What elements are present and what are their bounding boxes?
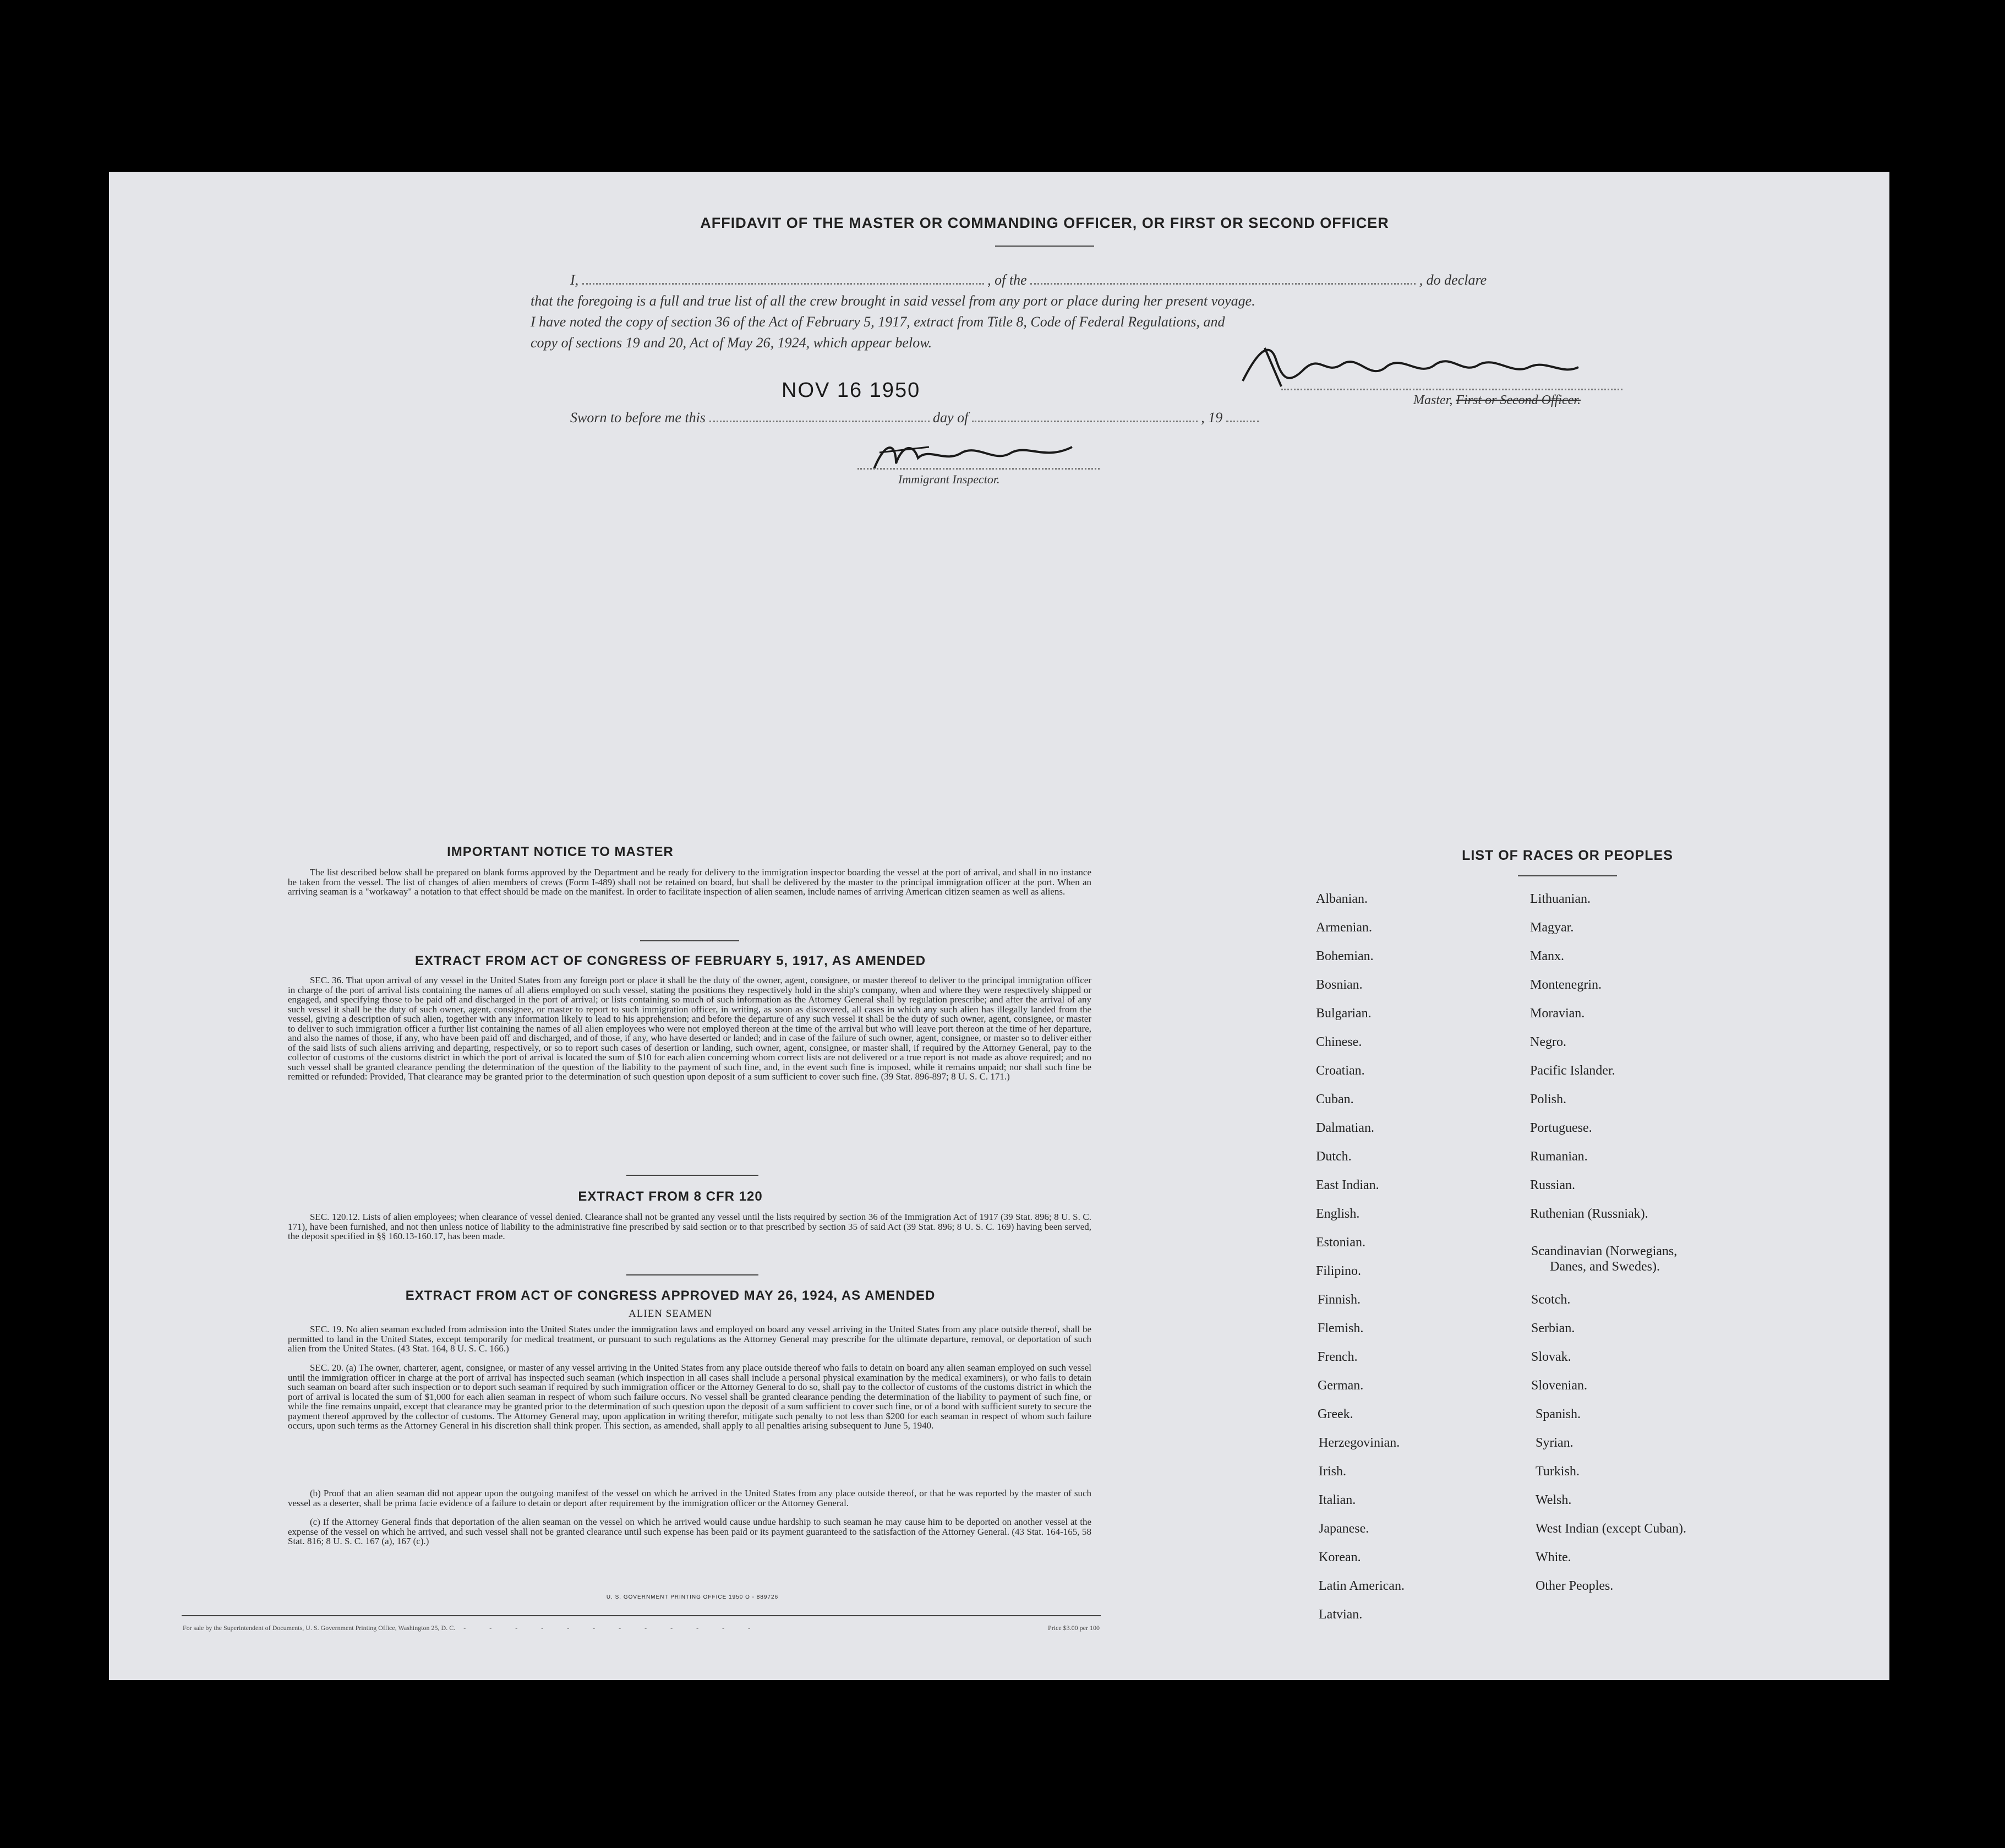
sworn-prefix: Sworn to before me this xyxy=(570,410,706,426)
form-sheet xyxy=(109,172,1889,1680)
race-item: Slovenian. xyxy=(1531,1378,1587,1393)
race-item: Estonian. xyxy=(1316,1235,1365,1250)
binder-hole xyxy=(1920,600,1945,625)
binder-hole xyxy=(1920,215,1945,240)
race-item: Magyar. xyxy=(1530,920,1574,935)
binder-hole xyxy=(1920,1496,1945,1522)
race-item: Latin American. xyxy=(1319,1579,1405,1593)
race-item: Lithuanian. xyxy=(1530,892,1591,906)
extract-1924-sec20c: (c) If the Attorney General finds that deportation of the alien seaman on the vessel on which he arrived would cause undue hardship to such seaman he may cause him to be deported on another vessel at the expense of the vessel on which he arrived, and such vessel shall not be granted clearance until such expense has been paid or its payment guaranteed to the satisfaction of the Attorney General. (43 Stat. 164-165, 58 Stat. 816; 8 U. S. C. 167 (a), 167 (c).) xyxy=(288,1517,1091,1546)
race-item: Herzegovinian. xyxy=(1319,1436,1400,1450)
race-item: Korean. xyxy=(1319,1550,1361,1564)
race-item: Other Peoples. xyxy=(1536,1579,1614,1593)
sworn-year-prefix: , 19 xyxy=(1201,410,1223,426)
race-item: Finnish. xyxy=(1318,1293,1361,1307)
race-item: Montenegrin. xyxy=(1530,978,1602,992)
binder-hole xyxy=(1920,1165,1945,1190)
divider xyxy=(626,1274,758,1275)
declarant-prefix: I, xyxy=(570,272,579,288)
extract-1924-title: EXTRACT FROM ACT OF CONGRESS APPROVED MAY 26, 1924, AS AMENDED xyxy=(405,1288,936,1303)
race-item: Spanish. xyxy=(1536,1407,1581,1421)
race-item: Serbian. xyxy=(1531,1321,1575,1335)
declaration-line-2: that the foregoing is a full and true list of all the crew brought in said vessel from any port or place during her present voyage. xyxy=(531,293,1255,309)
footer-dashes: - - - - - - - - - - - - xyxy=(463,1624,762,1632)
struck-officer-text: First or Second Officer. xyxy=(1456,393,1581,407)
race-item: Danes, and Swedes). xyxy=(1550,1260,1660,1274)
extract-cfr-text: SEC. 120.12. Lists of alien employees; when clearance of vessel denied. Clearance shall not be granted any vessel until the lists required by section 36 of the Immigration Act of 1917 (39 Stat. 896; 8 U. S. C. 171), have been furnished, and not then unless notice of liability to the administrative fine prescribed by said section or to that prescribed by section 35 of said Act (39 Stat. 896; 8 U. S. C. 169) having been served, the deposit specified in §§ 160.13-160.17, has been made. xyxy=(288,1212,1091,1241)
binder-hole xyxy=(1920,689,1945,715)
extract-1924-sec19: SEC. 19. No alien seaman excluded from admission into the United States under the immigration laws and employed on board any vessel arriving in the United States from any place outside thereof, shall be permitted to land in the United States, except temporarily for medical treatment, or pursuant to such regulations as the Attorney General may prescribe for the ultimate departure, removal, or deportation of such alien from the United States. (43 Stat. 164, 8 U. S. C. 166.) xyxy=(288,1324,1091,1354)
race-item: Albanian. xyxy=(1316,892,1368,906)
race-item: Polish. xyxy=(1530,1092,1567,1106)
master-label-text: Master, xyxy=(1413,393,1453,407)
master-signature xyxy=(1237,337,1633,392)
binder-hole xyxy=(1920,1250,1945,1275)
declare-text: , do declare xyxy=(1419,272,1487,288)
race-item: Portuguese. xyxy=(1530,1121,1592,1135)
race-item: English. xyxy=(1316,1207,1360,1221)
declarant-of-text: , of the xyxy=(987,272,1027,288)
divider xyxy=(995,246,1094,247)
inspector-signature-line xyxy=(857,468,1100,470)
race-item: Flemish. xyxy=(1318,1321,1364,1335)
race-item: Slovak. xyxy=(1531,1350,1571,1364)
race-item: French. xyxy=(1318,1350,1358,1364)
declarant-name-field[interactable] xyxy=(582,283,984,285)
binder-hole xyxy=(1920,264,1945,290)
race-item: Bulgarian. xyxy=(1316,1006,1372,1021)
race-item: Ruthenian (Russniak). xyxy=(1530,1207,1648,1221)
race-item: Irish. xyxy=(1319,1464,1346,1479)
sworn-day-field[interactable] xyxy=(709,421,930,422)
divider xyxy=(626,1175,758,1176)
race-item: White. xyxy=(1536,1550,1571,1564)
race-item: Turkish. xyxy=(1536,1464,1580,1479)
extract-1924-sec20a: SEC. 20. (a) The owner, charterer, agent, consignee, or master of any vessel arriving in the United States from any place outside thereof who fails to detain on board any alien seaman employed on such vessel until the immigration officer in charge at the port of arrival has inspected such seaman (which inspection in all cases shall include a personal physical examination by the medical examiners), or who fails to detain such seaman on board after such inspection or to deport such seaman if required by such immigration officer or the Attorney General to do so, shall pay to the collector of customs of the customs district in which the port of arrival is located the sum of $1,000 for each alien seaman in respect of whom such failure occurs. No vessel shall be granted clearance pending the determination of the liability to payment of such fine, or while the fine remains unpaid, except that clearance may be granted prior to the determination of such question upon the deposit of a sum sufficient to cover such fine, or of a bond with sufficient surety to secure the payment thereof approved by the collector of customs. The Attorney General may, upon application in writing therefor, mitigate such penalty to not less than $200 for each seaman in respect of whom such failure occurs, upon such terms as the Attorney General in his discretion shall think proper. This section, as amended, shall apply to all penalties arising subsequent to June 5, 1940. xyxy=(288,1362,1091,1431)
extract-cfr-title: EXTRACT FROM 8 CFR 120 xyxy=(578,1189,763,1204)
race-item: Manx. xyxy=(1530,949,1564,963)
race-item: Negro. xyxy=(1530,1035,1566,1049)
race-item: Latvian. xyxy=(1319,1607,1363,1622)
race-item: Chinese. xyxy=(1316,1035,1362,1049)
extract-1917-text: SEC. 36. That upon arrival of any vessel in the United States from any foreign port or place it shall be the duty of the owner, agent, consignee, or master thereof to deliver to the principal immigration officer in charge of the port of arrival lists containing the names of all aliens employed on such vessel, stating the positions they respectively hold in the ship's company, when and where they were respectively shipped or engaged, and specifying those to be paid off and discharged in the port of arrival; or lists containing so much of such information as the Attorney General shall by regulation prescribe; and after the arrival of any such vessel it shall be the duty of such owner, agent, consignee, or master to report to such immigration officer, in writing, as soon as discovered, all cases in which any such alien has illegally landed from the vessel, giving a description of such alien, together with any information likely to lead to his apprehension; and before the departure of any such vessel it shall be the duty of such owner, agent, consignee, or master to deliver to such immigration officer a further list containing the names of all alien employees who were not employed thereon at the time of the arrival but who will leave port thereon at the time of her departure, and also the names of those, if any, who have been paid off and discharged, and of those, if any, who have deserted or landed; and in case of the failure of such owner, agent, consignee, or master so to deliver either of the said lists of such aliens arriving and departing, respectively, or so to report such cases of desertion or landing, such owner, agent, consignee, or master shall, if required by the Attorney General, pay to the collector of customs of the customs district in which the port of arrival is located the sum of $10 for each alien concerning whom correct lists are not delivered or a true report is not made as above required; and no such vessel shall be granted clearance pending the determination of the question of the liability to the payment of such fine, and, in the event such fine is imposed, while it remains unpaid; nor shall such fine be remitted or refunded: Provided, That clearance may be granted prior to the determination of such question upon deposit of a sum sufficient to cover such fine. (39 Stat. 896-897; 8 U. S. C. 171.) xyxy=(288,975,1091,1082)
sworn-year-field[interactable] xyxy=(1226,421,1259,422)
footer-rule xyxy=(182,1615,1101,1616)
binder-hole xyxy=(1920,299,1945,325)
race-item: Welsh. xyxy=(1536,1493,1572,1507)
master-label xyxy=(1413,393,1581,408)
notice-title: IMPORTANT NOTICE TO MASTER xyxy=(447,844,674,859)
race-item: Armenian. xyxy=(1316,920,1372,935)
race-item: Dalmatian. xyxy=(1316,1121,1374,1135)
binder-hole xyxy=(1920,1581,1945,1606)
alien-seamen-subtitle: ALIEN SEAMEN xyxy=(629,1308,712,1320)
inspector-label: Immigrant Inspector. xyxy=(898,472,1000,486)
race-item: Filipino. xyxy=(1316,1264,1362,1278)
race-item: Dutch. xyxy=(1316,1149,1352,1164)
race-item: Moravian. xyxy=(1530,1006,1585,1021)
race-item: Bosnian. xyxy=(1316,978,1363,992)
extract-1917-title: EXTRACT FROM ACT OF CONGRESS OF FEBRUARY 5, 1917, AS AMENDED xyxy=(414,953,926,968)
race-item: Rumanian. xyxy=(1530,1149,1588,1164)
race-item: Bohemian. xyxy=(1316,949,1374,963)
date-stamp: NOV 16 1950 xyxy=(782,379,921,402)
race-item: West Indian (except Cuban). xyxy=(1536,1522,1686,1536)
declaration-line-4: copy of sections 19 and 20, Act of May 26, 1924, which appear below. xyxy=(531,335,932,351)
race-item: Greek. xyxy=(1318,1407,1353,1421)
race-item: East Indian. xyxy=(1316,1178,1379,1192)
sworn-line xyxy=(570,410,1259,426)
race-item: Japanese. xyxy=(1319,1522,1369,1536)
master-signature-line xyxy=(1281,389,1622,390)
declaration-line-3: I have noted the copy of section 36 of the Act of February 5, 1917, extract from Title 8, Code of Federal Regulations, and xyxy=(531,314,1225,330)
gpo-imprint: U. S. GOVERNMENT PRINTING OFFICE 1950 O - 889726 xyxy=(606,1594,779,1600)
sworn-month-field[interactable] xyxy=(972,421,1198,422)
race-item: German. xyxy=(1318,1378,1364,1393)
race-item: Scotch. xyxy=(1531,1293,1571,1307)
declaration-line-1 xyxy=(570,272,1487,288)
divider xyxy=(640,940,739,941)
extract-1924-sec20b: (b) Proof that an alien seaman did not appear upon the outgoing manifest of the vessel on which he arrived in the United States from any place outside thereof, or that he was reported by the master of such vessel as a deserter, shall be prima facie evidence of a failure to detain or deport after requirement by the immigration officer or the Attorney General. xyxy=(288,1488,1091,1508)
sworn-day-of: day of xyxy=(933,410,969,426)
race-item: Croatian. xyxy=(1316,1064,1365,1078)
race-item: Cuban. xyxy=(1316,1092,1354,1106)
affidavit-title: AFFIDAVIT OF THE MASTER OR COMMANDING OFFICER, OR FIRST OR SECOND OFFICER xyxy=(700,215,1389,231)
vessel-name-field[interactable] xyxy=(1030,283,1416,285)
race-item: Scandinavian (Norwegians, xyxy=(1531,1244,1678,1258)
price-text: Price $3.00 per 100 xyxy=(1048,1624,1100,1632)
footer-line xyxy=(183,1624,1100,1632)
races-title: LIST OF RACES OR PEOPLES xyxy=(1462,848,1673,863)
binder-hole xyxy=(1920,349,1945,374)
sale-text: For sale by the Superintendent of Documents, U. S. Government Printing Office, Washington 25, D. C. xyxy=(183,1624,456,1632)
race-item: Pacific Islander. xyxy=(1530,1064,1615,1078)
divider xyxy=(1518,875,1617,876)
race-item: Italian. xyxy=(1319,1493,1356,1507)
race-item: Russian. xyxy=(1530,1178,1576,1192)
race-item: Syrian. xyxy=(1536,1436,1574,1450)
notice-text: The list described below shall be prepared on blank forms approved by the Department and be ready for delivery to the immigration inspector boarding the vessel at the port of arrival, and shall in no instance be taken from the vessel. The list of changes of alien members of crews (Form I-489) shall not be retained on board, but shall be delivered by the master to the principal immigration officer at the port. When an arriving seaman is a "workaway" a notation to that effect should be made on the manifest. In order to facilitate inspection of alien seamen, include names of arriving American citizen seamen as well as aliens. xyxy=(288,867,1091,897)
